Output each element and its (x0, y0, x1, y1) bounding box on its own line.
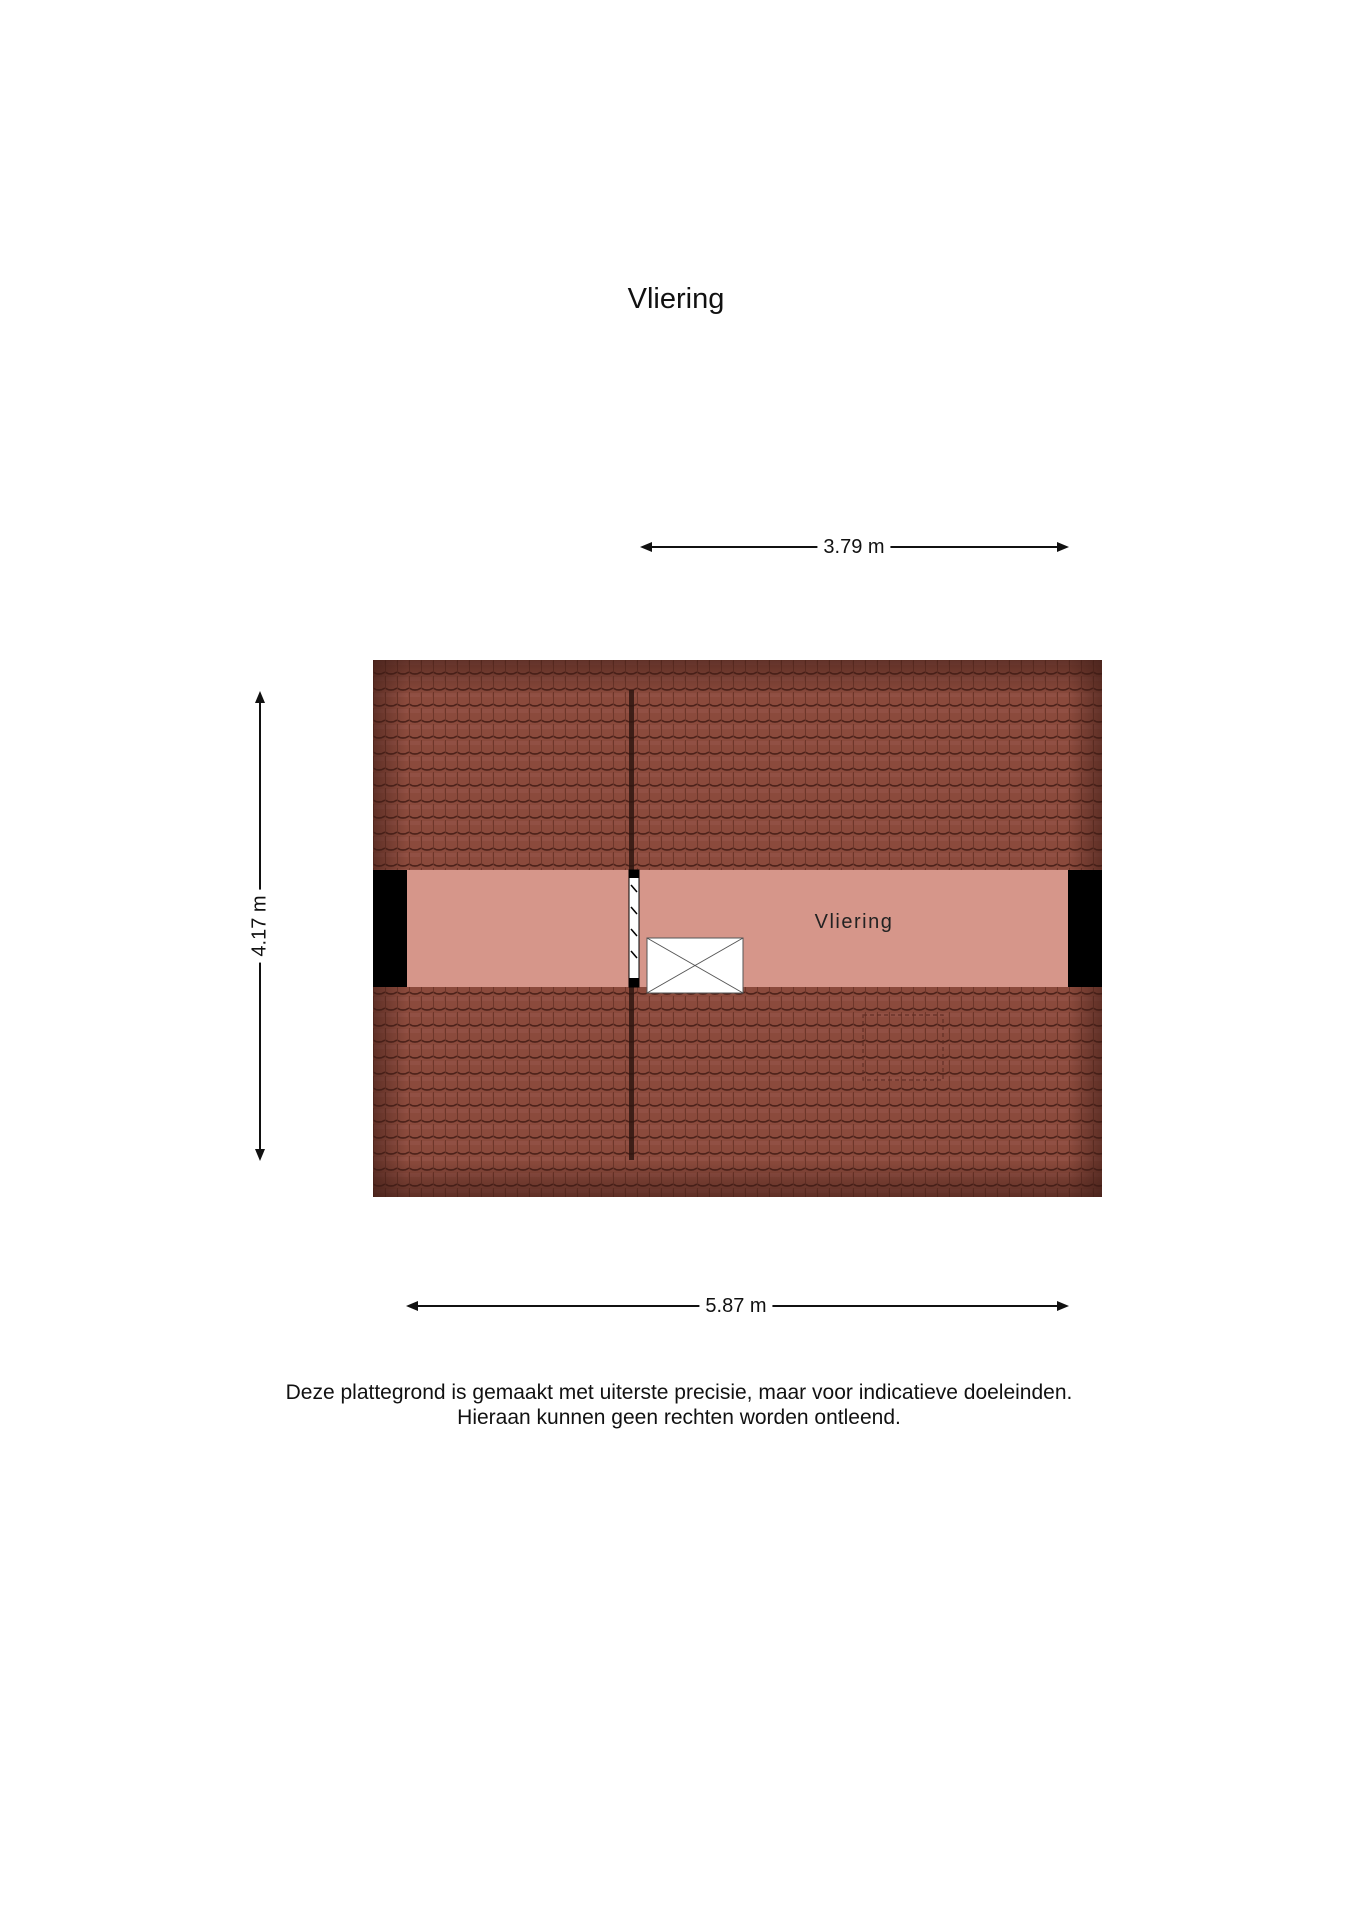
arrow-right-icon (1057, 542, 1069, 552)
dimension-bottom (406, 1296, 1069, 1316)
dimension-top (640, 537, 1069, 557)
arrow-down-icon (255, 1149, 265, 1161)
dimension-left (250, 691, 270, 1161)
roof-top-slope (373, 660, 1102, 870)
disclaimer-line-2: Hieraan kunnen geen rechten worden ontleend. (457, 1406, 901, 1429)
disclaimer (0, 1380, 1358, 1430)
wall-right (1068, 870, 1102, 987)
floor-plan (373, 660, 1102, 1197)
wall-left (373, 870, 407, 987)
arrow-right-icon (1057, 1301, 1069, 1311)
hatch-opening-icon (647, 938, 743, 993)
disclaimer-line-1: Deze plattegrond is gemaakt met uiterste precisie, maar voor indicatieve doeleinden. (285, 1381, 1073, 1404)
dimension-top-label: 3.79 m (817, 536, 890, 559)
dimension-bottom-label: 5.87 m (699, 1295, 772, 1318)
roof-bottom-slope (373, 987, 1102, 1197)
dimension-left-label: 4.17 m (249, 889, 272, 962)
floor-title (0, 283, 1358, 316)
room-label: Vliering (814, 911, 894, 933)
floor-title-text: Vliering (627, 283, 725, 315)
